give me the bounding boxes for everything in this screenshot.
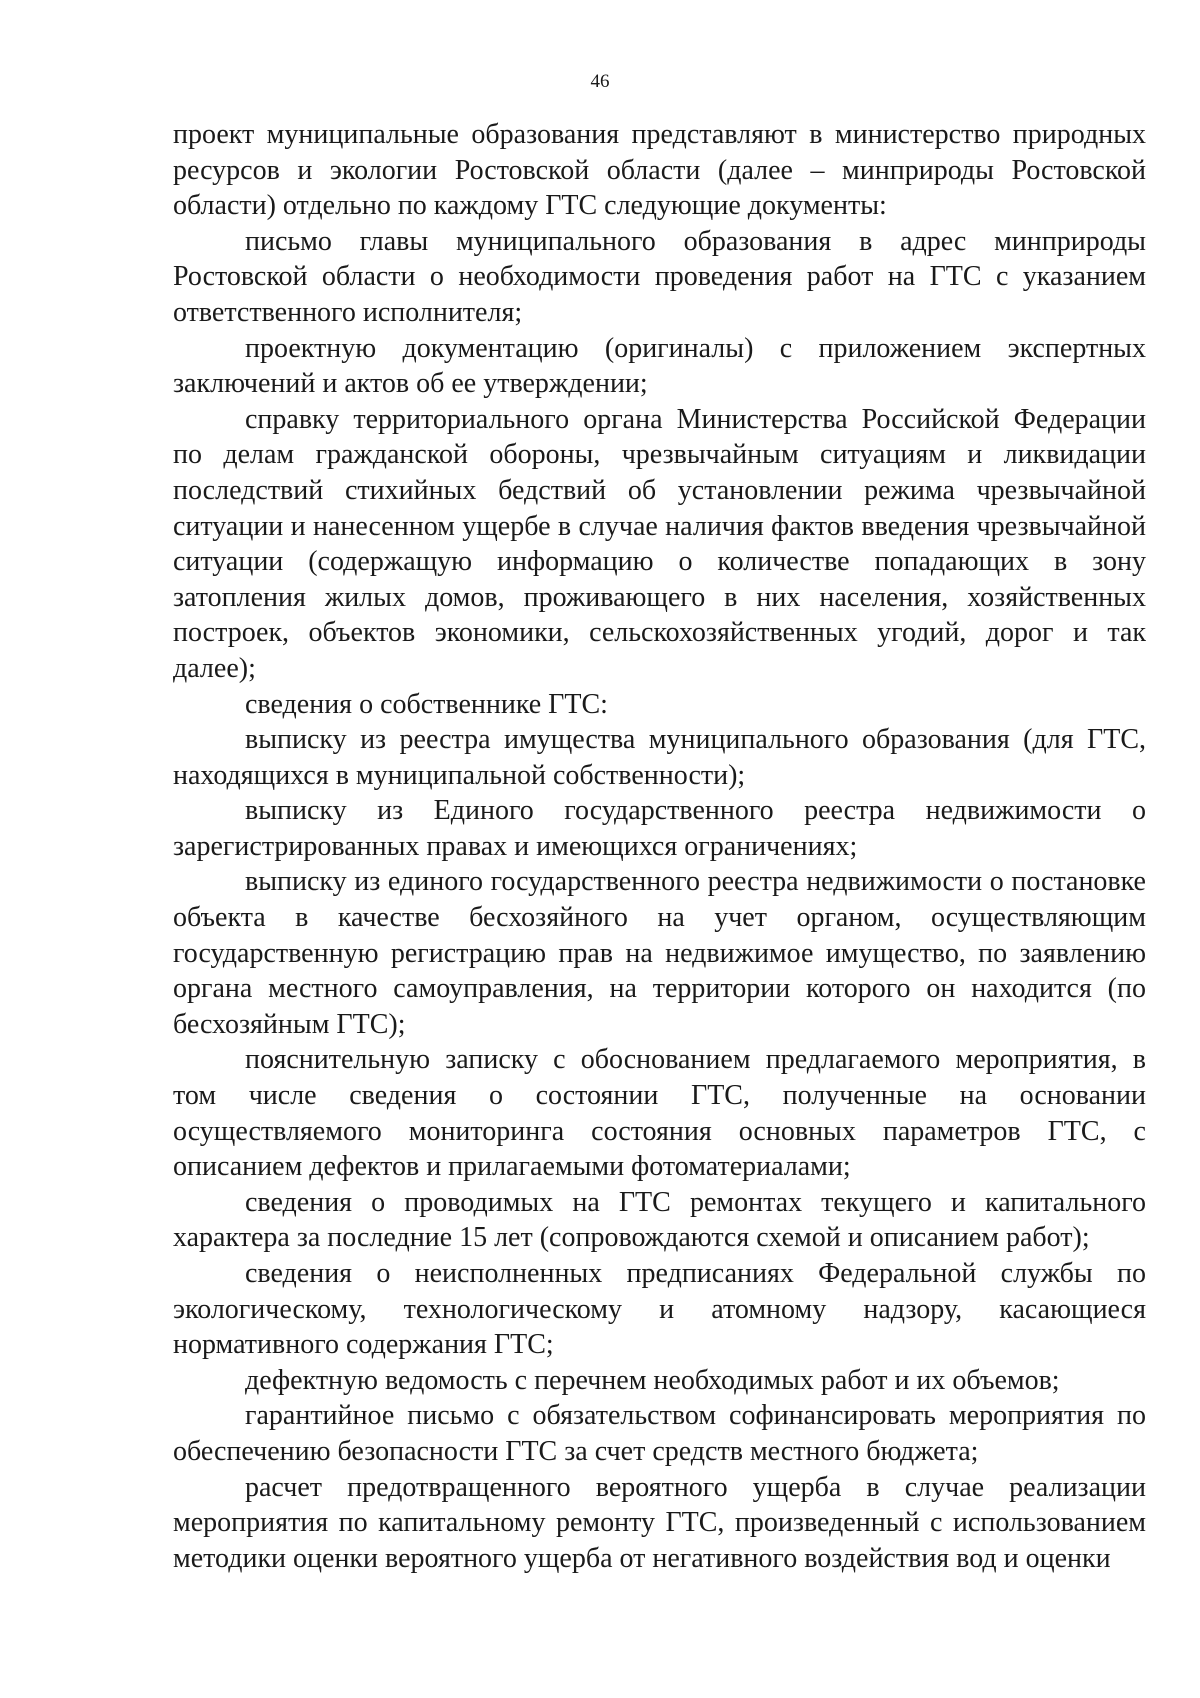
paragraph: проектную документацию (оригиналы) с приложением экспертных заключений и актов об ее утверждении; [173,332,1146,400]
body-text [173,117,1146,1576]
paragraph: выписку из Единого государственного реестра недвижимости о зарегистрированных правах и имеющихся ограничениях; [173,795,1146,862]
paragraph: дефектную ведомость с перечнем необходимых работ и их объемов; [245,1364,1060,1396]
paragraph: письмо главы муниципального образования в адрес минприроды Ростовской области о необходимости проведения работ на ГТС с указанием ответственного исполнителя; [173,225,1146,328]
paragraph: выписку из единого государственного реестра недвижимости о постановке объекта в качестве бесхозяйного на учет органом, осуществляющим государственную регистрацию прав на недвижимое имущество, по заявлению органа местного самоуправления, на территории которого он находится (по бесхозяйным ГТС); [173,866,1146,1040]
paragraph: сведения о проводимых на ГТС ремонтах текущего и капитального характера за последние 15 лет (сопровождаются схемой и описанием работ); [173,1186,1146,1254]
page-number: 46 [590,71,610,92]
paragraph: пояснительную записку с обоснованием предлагаемого мероприятия, в том числе сведения о состоянии ГТС, полученные на основании осуществляемого мониторинга состояния основных параметров ГТС, с описанием дефектов и прилагаемыми фотоматериалами; [173,1044,1146,1183]
paragraph: проект муниципальные образования представляют в министерство природных ресурсов и экологии Ростовской области (далее – минприроды Ростовской области) отдельно по каждому ГТС следующие документы: [173,119,1146,222]
paragraph: расчет предотвращенного вероятного ущерба в случае реализации мероприятия по капитальному ремонту ГТС, произведенный с использованием методики оценки вероятного ущерба от негативного воздействия вод и оценки [173,1471,1146,1574]
paragraph: выписку из реестра имущества муниципального образования (для ГТС, находящихся в муниципальной собственности); [173,724,1146,791]
paragraph: сведения о неисполненных предписаниях Федеральной службы по экологическому, технологическому и атомному надзору, касающиеся нормативного содержания ГТС; [173,1258,1146,1361]
paragraph: сведения о собственнике ГТС: [245,688,608,720]
paragraph: справку территориального органа Министерства Российской Федерации по делам гражданской обороны, чрезвычайным ситуациям и ликвидации последствий стихийных бедствий об установлении режима чрезвычайной ситуации и нанесенном ущербе в случае наличия фактов введения чрезвычайной ситуации (содержащую информацию о количестве попадающих в зону затопления жилых домов, проживающего в них населения, хозяйственных построек, объектов экономики, сельскохозяйственных угодий, дорог и так далее); [173,403,1146,684]
paragraph: гарантийное письмо с обязательством софинансировать мероприятия по обеспечению безопасности ГТС за счет средств местного бюджета; [173,1400,1146,1467]
